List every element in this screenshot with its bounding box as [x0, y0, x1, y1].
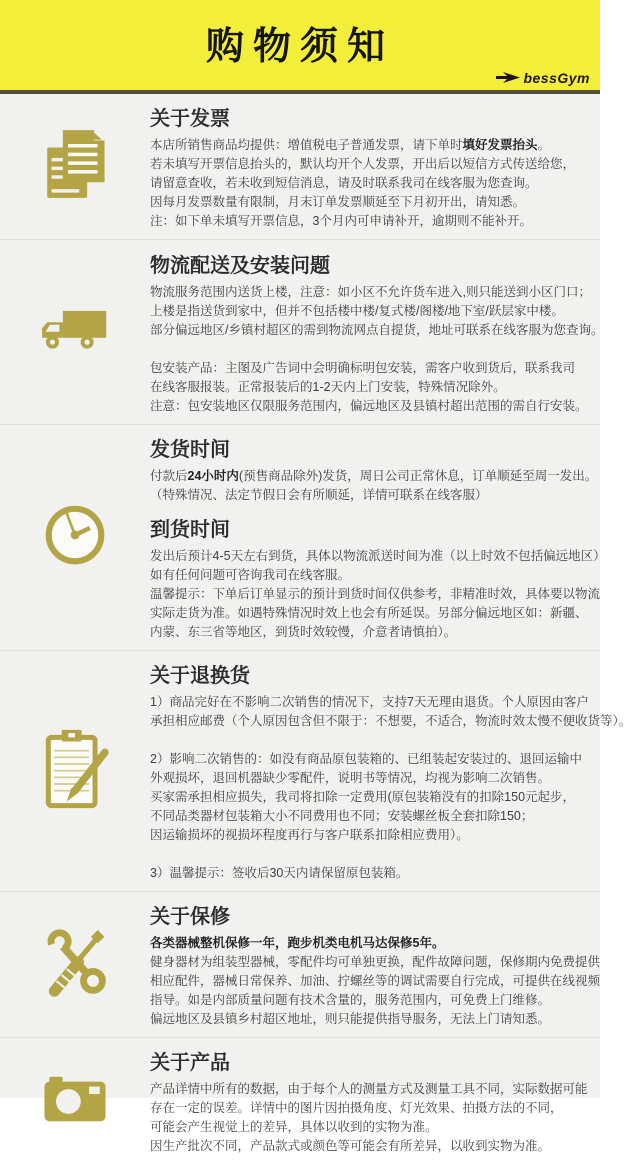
text-run: （特殊情况、法定节假日会有所顺延，详情可联系在线客服）: [150, 488, 488, 502]
tools-icon: [39, 926, 111, 1003]
text-cell: [150, 249, 604, 416]
text-run: 买家需承担相应损失，我司将扣除一定费用(原包装箱没有的扣除150元起步，: [150, 790, 576, 804]
text-run: 发出后预计4-5天左右到货，具体以物流派送时间为准（以上时效不包括偏远地区）: [150, 549, 606, 563]
brand-name: bessGym: [523, 70, 590, 86]
header: [0, 0, 600, 90]
text-run: 在线客服报装。正常报装后的1-2天内上门安装，特殊情况除外。: [150, 379, 506, 394]
text-line: [150, 972, 601, 991]
truck-icon: [38, 304, 112, 361]
text-line: [150, 321, 604, 340]
section-title: 物流配送及安装问题: [150, 254, 330, 277]
text-line: [150, 302, 594, 321]
text-run: 因每月发票数量有限制，月末订单发票顺延至下月初开出，请知悉。: [150, 195, 526, 209]
notice-row: [0, 1038, 600, 1164]
text-cell: [150, 102, 600, 231]
text-cell: [150, 659, 631, 883]
text-run: 。: [537, 138, 551, 152]
text-line: [150, 1080, 594, 1099]
text-run: 如有任何问题可咨询我司在线客服。: [150, 568, 351, 582]
text-line: [150, 953, 601, 972]
text-run: 1）商品完好在不影响二次销售的情况下，支持7天无理由退货。个人原因由客户: [150, 695, 589, 709]
text-line: [150, 378, 594, 397]
icon-cell: [0, 926, 150, 1003]
text-line: [150, 486, 594, 505]
invoice-icon: [42, 126, 108, 207]
text-line: [150, 750, 594, 769]
camera-icon: [42, 1074, 108, 1129]
text-run: 指导。如是内部质量问题有技术含量的，服务范围内，可免费上门维修。: [150, 993, 551, 1007]
text-line: [150, 467, 598, 486]
page-title: 购物须知: [205, 26, 394, 68]
notice-row: [0, 94, 600, 239]
text-line: [150, 547, 606, 566]
text-run: 因生产批次不同，产品款式或颜色等可能会有所差异，以收到实物为准。: [150, 1139, 551, 1153]
text-run: 健身器材为组装型器械，零配件均可单独更换，配件故障问题，保修期内免费提供: [150, 955, 601, 969]
notice-section: [150, 900, 601, 1029]
notice-section: [150, 1046, 594, 1156]
text-run: 内蒙、东三省等地区，到货时效较慢，介意者请慎拍）。: [150, 625, 457, 639]
text-run: 相应配件，器械日常保养、加油、拧螺丝等的调试需要自行完成，可提供在线视频: [150, 974, 601, 988]
text-run: 本店所销售商品均提供：增值税电子普通发票，请下单时: [150, 138, 463, 152]
notice-section: [150, 102, 594, 231]
text-run: (预售商品除外)发货，周日公司正常休息，订单顺延至周一发出。: [238, 469, 598, 483]
text-line: [150, 769, 594, 788]
text-run: 承担相应邮费（个人原因包含但不限于：不想要，不适合，物流时效太慢不便收货等）。: [150, 714, 631, 728]
text-line: [150, 585, 601, 604]
text-run: 注：如下单未填写开票信息，3个月内可申请补开，逾期则不能补开。: [150, 214, 532, 228]
icon-cell: [0, 1074, 150, 1129]
text-run: 付款后: [150, 469, 188, 483]
section-title: 关于保修: [150, 906, 230, 928]
text-line: [150, 934, 594, 953]
notice-row: [0, 892, 600, 1037]
text-run: 部分偏远地区/乡镇村超区的需到物流网点自提货，地址可联系在线客服为您查询。: [150, 322, 604, 337]
text-line: [150, 283, 594, 302]
section-title: 发货时间: [150, 439, 230, 461]
text-line: [150, 1118, 594, 1137]
text-line: [150, 712, 631, 731]
section-title: 到货时间: [150, 519, 230, 541]
text-line: [150, 1099, 594, 1118]
text-cell: [150, 900, 600, 1029]
notice-section: [150, 249, 604, 416]
text-line: [150, 155, 594, 174]
text-run: 24小时内: [187, 469, 239, 483]
blank-line: [150, 340, 594, 359]
notice-section: [150, 659, 631, 883]
text-line: [150, 212, 594, 231]
blank-line: [150, 731, 594, 750]
text-run: 可能会产生视觉上的差异，具体以收到的实物为准。: [150, 1120, 438, 1134]
text-run: 因运输损坏的视损坏程度再行与客户联系扣除相应费用）。: [150, 828, 469, 842]
text-line: [150, 604, 594, 623]
section-title: 关于发票: [150, 108, 230, 130]
blank-line: [150, 845, 594, 864]
text-run: 温馨提示：下单后订单显示的预计到货时间仅供参考，非精准时效，具体要以物流: [150, 587, 601, 601]
text-run: 上楼是指送货到家中，但并不包括楼中楼/复式楼/阁楼/地下室/跃层家中楼。: [150, 303, 564, 318]
text-line: [150, 1010, 594, 1029]
brand-arrow-icon: [496, 70, 520, 86]
section-title: 关于退换货: [150, 665, 250, 687]
text-run: 注意：包安装地区仅限服务范围内，偏远地区及县镇村超出范围的需自行安装。: [150, 398, 588, 413]
text-run: 2）影响二次销售的：如没有商品原包装箱的、已组装起安装过的、退回运输中: [150, 752, 582, 766]
icon-cell: [0, 126, 150, 207]
clipboard-icon: [40, 725, 110, 818]
text-run: 实际走货为准。如遇特殊情况时效上也会有所延误。另部分偏远地区如：新疆、: [150, 606, 588, 620]
icon-cell: [0, 500, 150, 575]
text-line: [150, 136, 594, 155]
text-line: [150, 359, 594, 378]
text-line: [150, 991, 594, 1010]
brand-logo: [496, 70, 590, 86]
text-run: 产品详情中所有的数据，由于每个人的测量方式及测量工具不同，实际数据可能: [150, 1082, 588, 1096]
text-line: [150, 693, 594, 712]
notice-row: [0, 651, 631, 891]
text-cell: [150, 1046, 600, 1156]
icon-cell: [0, 304, 150, 361]
text-line: [150, 864, 594, 883]
text-line: [150, 788, 594, 807]
text-line: [150, 397, 594, 416]
text-run: 请留意查收，若未收到短信消息，请及时联系我司在线客服为您查询。: [150, 176, 538, 190]
text-line: [150, 174, 594, 193]
text-run: 偏远地区及县镇乡村超区地址，则只能提供指导服务，无法上门请知悉。: [150, 1012, 551, 1026]
text-run: 存在一定的误差。详情中的图片因拍摄角度、灯光效果、拍摄方法的不同，: [150, 1101, 563, 1115]
text-run: 不同品类器材包装箱大小不同费用也不同；安装螺丝板全套扣除150；: [150, 809, 534, 823]
text-run: 物流服务范围内送货上楼，注意：如小区不允许货车进入,则只能送到小区门口；: [150, 284, 591, 299]
text-run: 3）温馨提示：签收后30天内请保留原包装箱。: [150, 866, 409, 880]
notice-section: [150, 513, 606, 642]
text-run: 外观损坏，退回机器缺少零配件，说明书等情况，均视为影响二次销售。: [150, 771, 551, 785]
text-run: 填好发票抬头: [462, 138, 538, 152]
text-line: [150, 566, 594, 585]
text-line: [150, 1137, 594, 1156]
section-title: 关于产品: [150, 1052, 230, 1074]
icon-cell: [0, 725, 150, 818]
text-line: [150, 826, 594, 845]
text-line: [150, 193, 594, 212]
text-run: 若未填写开票信息抬头的，默认均开个人发票，开出后以短信方式传送给您，: [150, 157, 576, 171]
text-run: 包安装产品：主图及广告词中会明确标明包安装，需客户收到货后，联系我司: [150, 360, 576, 375]
notice-row: [0, 425, 606, 650]
notice-section: [150, 433, 598, 505]
text-run: 各类器械整机保修一年，跑步机类电机马达保修5年。: [150, 936, 445, 950]
notice-row: [0, 240, 604, 424]
text-line: [150, 623, 594, 642]
clock-icon: [40, 500, 110, 575]
text-line: [150, 807, 594, 826]
text-cell: [150, 433, 606, 642]
notice-rows: [0, 94, 631, 1164]
